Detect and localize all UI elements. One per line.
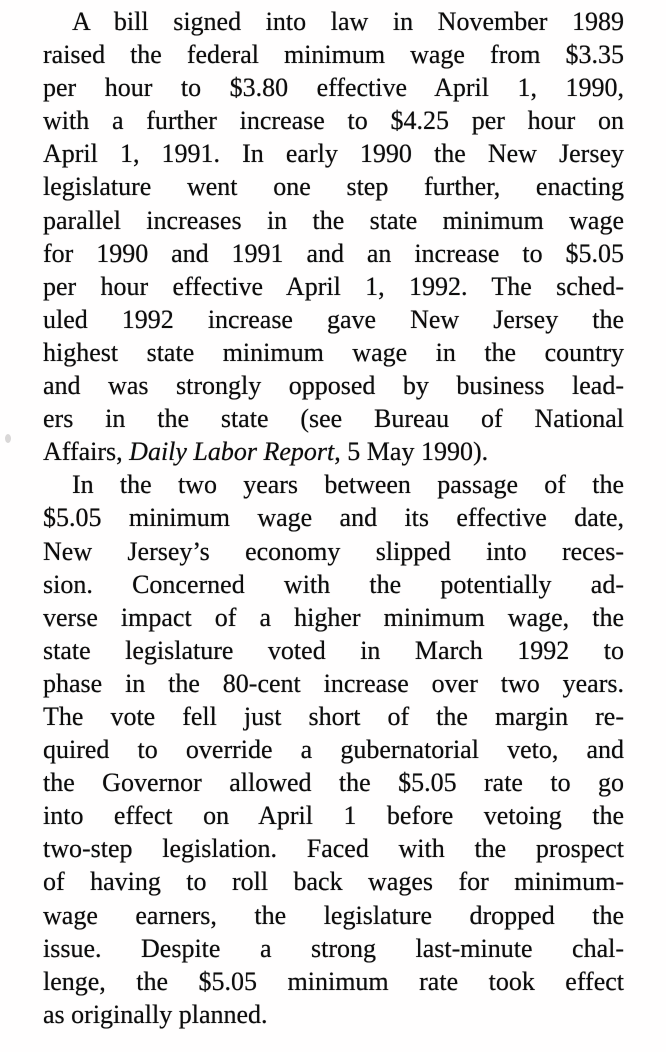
body-text-segment: raised the federal minimum wage from $3.35 [43,40,624,70]
text-line [43,468,624,501]
body-text-segment: In the two years between passage of the [72,470,624,500]
text-line [43,667,624,700]
body-text-segment: per hour effective April 1, 1992. The sched- [43,271,624,301]
body-text-segment: phase in the 80-cent increase over two years. [43,668,624,698]
body-text-segment: into effect on April 1 before vetoing the [43,801,624,831]
text-line [43,799,624,832]
text-line [43,104,624,137]
text-line [43,435,624,468]
body-text-segment: for 1990 and 1991 and an increase to $5.05 [43,238,624,268]
italic-citation-text: Daily Labor Report [129,437,335,467]
body-text-segment: parallel increases in the state minimum wage [43,205,624,235]
body-text-segment: $5.05 minimum wage and its effective date, [43,503,624,533]
body-text-segment: and was strongly opposed by business lead- [43,371,624,401]
text-line [43,38,624,71]
text-line [43,733,624,766]
text-line [43,270,624,303]
body-text-segment: quired to override a gubernatorial veto, and [43,735,624,765]
body-text-segment: Affairs, [43,437,130,467]
body-text-segment: ers in the state (see Bureau of National [43,404,624,434]
text-line [43,303,624,336]
text-line [43,998,624,1031]
body-text-segment: lenge, the $5.05 minimum rate took effect [43,966,624,996]
text-line [43,832,624,865]
body-text-segment: New Jersey’s economy slipped into reces- [43,536,624,566]
text-line [43,766,624,799]
scan-speck-artifact [5,434,11,443]
text-line [43,336,624,369]
text-line [43,865,624,898]
text-line [43,634,624,667]
body-text-segment: issue. Despite a strong last-minute chal- [43,933,624,963]
text-line [43,204,624,237]
text-line [43,369,624,402]
body-text-segment: with a further increase to $4.25 per hour on [43,106,624,136]
text-line [43,568,624,601]
text-line [43,501,624,534]
text-line [43,137,624,170]
body-text-segment: two-step legislation. Faced with the prospect [43,834,624,864]
body-text-segment: sion. Concerned with the potentially ad- [43,569,624,599]
body-text-segment: state legislature voted in March 1992 to [43,635,624,665]
text-line [43,237,624,270]
text-line [43,700,624,733]
body-text-segment: A bill signed into law in November 1989 [72,7,624,36]
text-line [43,71,624,104]
body-text-segment: , 5 May 1990). [334,437,489,467]
text-line [43,899,624,932]
body-text-segment: per hour to $3.80 effective April 1, 1990, [43,73,624,103]
body-text-segment: of having to roll back wages for minimum- [43,867,624,897]
text-line [43,402,624,435]
body-text-segment: The vote fell just short of the margin re- [43,701,624,731]
text-line [43,170,624,203]
body-text-segment: April 1, 1991. In early 1990 the New Jersey [43,139,624,169]
body-text-segment: as originally planned. [43,999,268,1029]
body-text-segment: highest state minimum wage in the country [43,337,624,367]
body-text-segment: uled 1992 increase gave New Jersey the [43,304,624,334]
body-text-segment: wage earners, the legislature dropped the [43,900,624,930]
body-text-segment: legislature went one step further, enacting [43,172,624,202]
text-line [43,601,624,634]
text-line [43,932,624,965]
text-line [43,535,624,568]
text-line [43,965,624,998]
article-text-column [43,5,624,1031]
body-text-segment: the Governor allowed the $5.05 rate to go [43,768,624,798]
text-line [43,5,624,38]
body-text-segment: verse impact of a higher minimum wage, the [43,602,624,632]
